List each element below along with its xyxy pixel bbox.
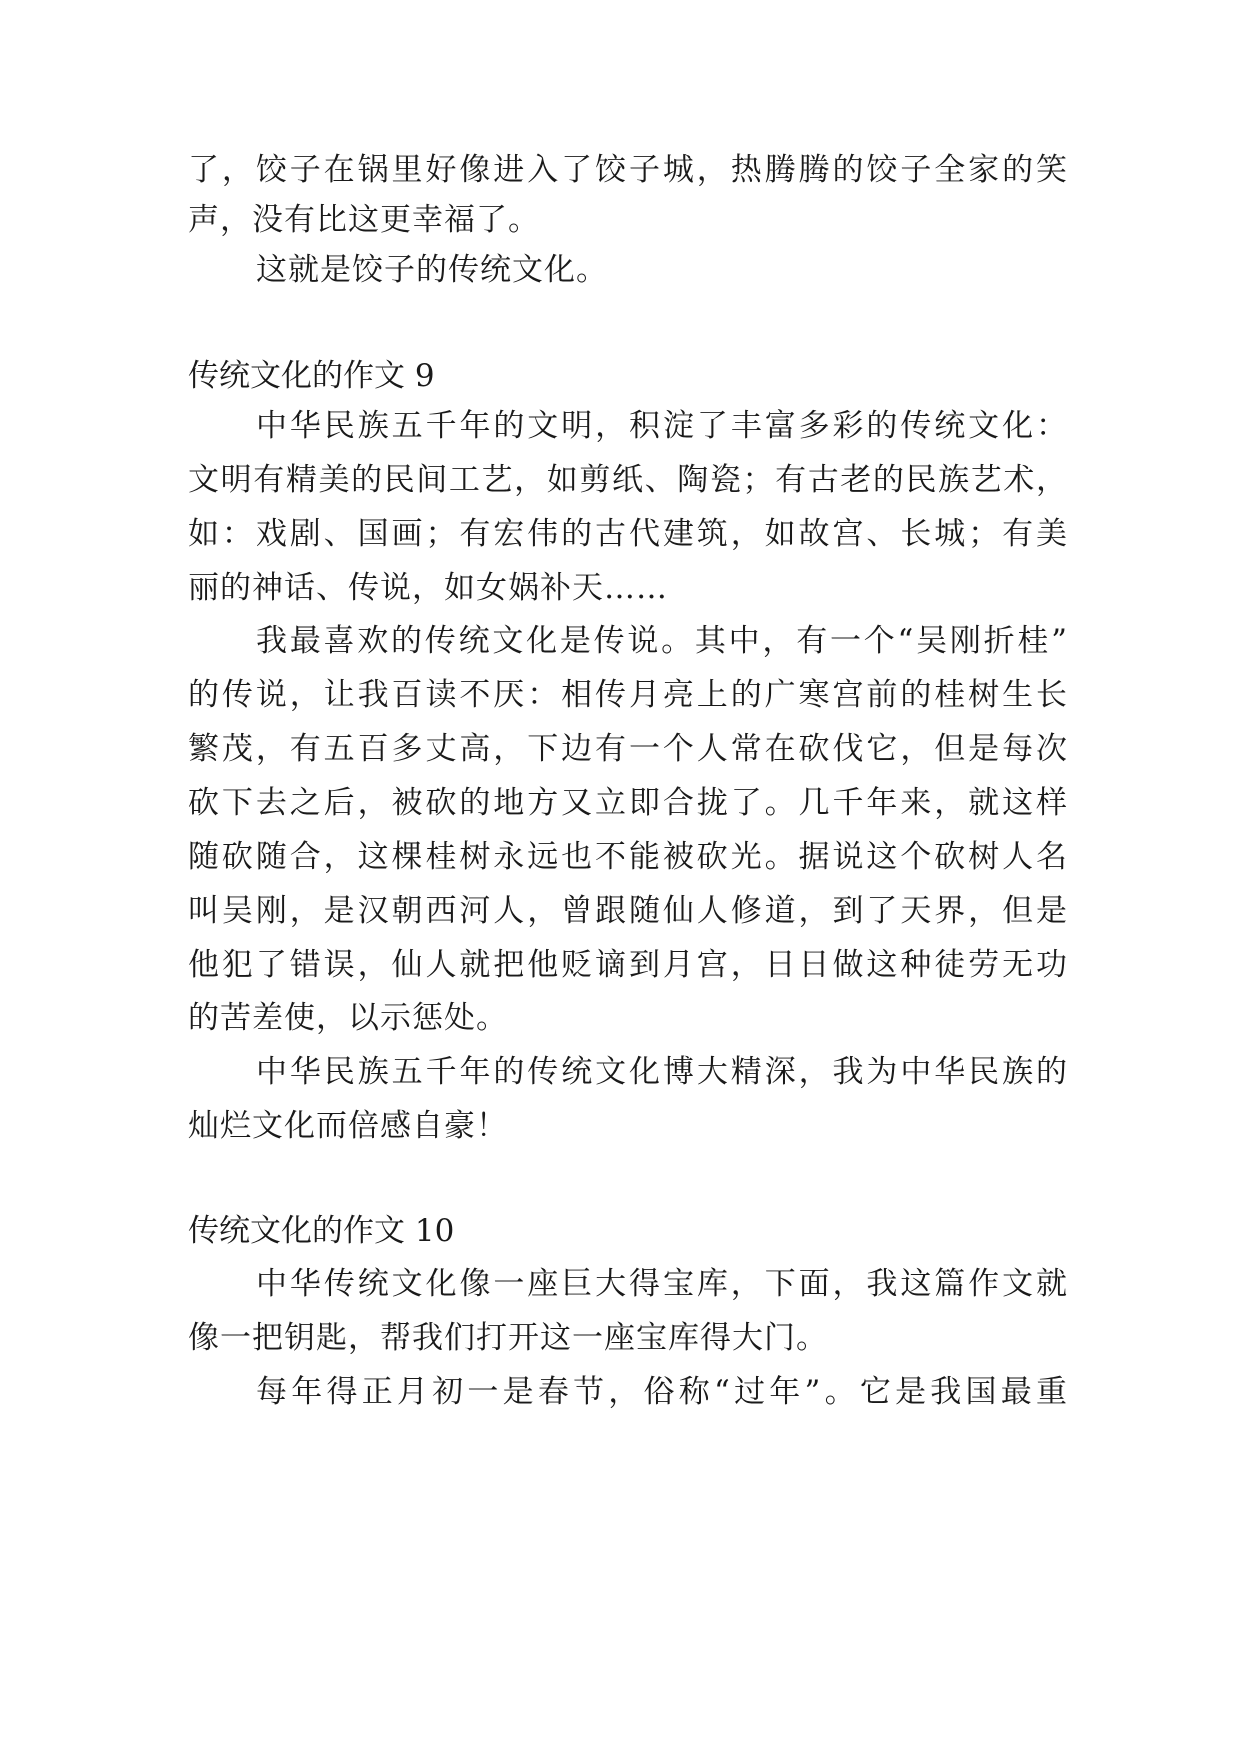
paragraph-line: 文明有精美的民间工艺，如剪纸、陶瓷；有古老的民族艺术， xyxy=(188,462,1068,498)
section-heading: 传统文化的作文 10 xyxy=(188,1213,455,1249)
paragraph-line: 了，饺子在锅里好像进入了饺子城，热腾腾的饺子全家的笑 xyxy=(188,152,1068,188)
paragraph-line: 叫吴刚，是汉朝西河人，曾跟随仙人修道，到了天界，但是 xyxy=(188,893,1068,929)
paragraph-line: 每年得正月初一是春节，俗称“过年”。它是我国最重 xyxy=(256,1374,1068,1410)
paragraph-line: 像一把钥匙，帮我们打开这一座宝库得大门。 xyxy=(188,1320,828,1356)
paragraph-line: 丽的神话、传说，如女娲补天…… xyxy=(188,570,668,606)
paragraph-line: 他犯了错误，仙人就把他贬谪到月宫，日日做这种徒劳无功 xyxy=(188,947,1068,983)
paragraph-line: 中华传统文化像一座巨大得宝库，下面，我这篇作文就 xyxy=(256,1266,1068,1302)
paragraph-line: 繁茂，有五百多丈高，下边有一个人常在砍伐它，但是每次 xyxy=(188,731,1068,767)
paragraph-line: 这就是饺子的传统文化。 xyxy=(256,252,608,288)
paragraph-line: 如：戏剧、国画；有宏伟的古代建筑，如故宫、长城；有美 xyxy=(188,516,1068,552)
paragraph-line: 中华民族五千年的传统文化博大精深，我为中华民族的 xyxy=(256,1054,1068,1090)
paragraph-line: 的传说，让我百读不厌：相传月亮上的广寒宫前的桂树生长 xyxy=(188,677,1068,713)
paragraph-line: 砍下去之后，被砍的地方又立即合拢了。几千年来，就这样 xyxy=(188,785,1068,821)
paragraph-line: 的苦差使，以示惩处。 xyxy=(188,1000,508,1036)
paragraph-line: 灿烂文化而倍感自豪！ xyxy=(188,1108,508,1144)
paragraph-line: 随砍随合，这棵桂树永远也不能被砍光。据说这个砍树人名 xyxy=(188,839,1068,875)
paragraph-line: 中华民族五千年的文明，积淀了丰富多彩的传统文化： xyxy=(256,408,1068,444)
section-heading: 传统文化的作文 9 xyxy=(188,358,435,394)
paragraph-line: 我最喜欢的传统文化是传说。其中，有一个“吴刚折桂” xyxy=(256,623,1068,659)
paragraph-line: 声，没有比这更幸福了。 xyxy=(188,202,540,238)
